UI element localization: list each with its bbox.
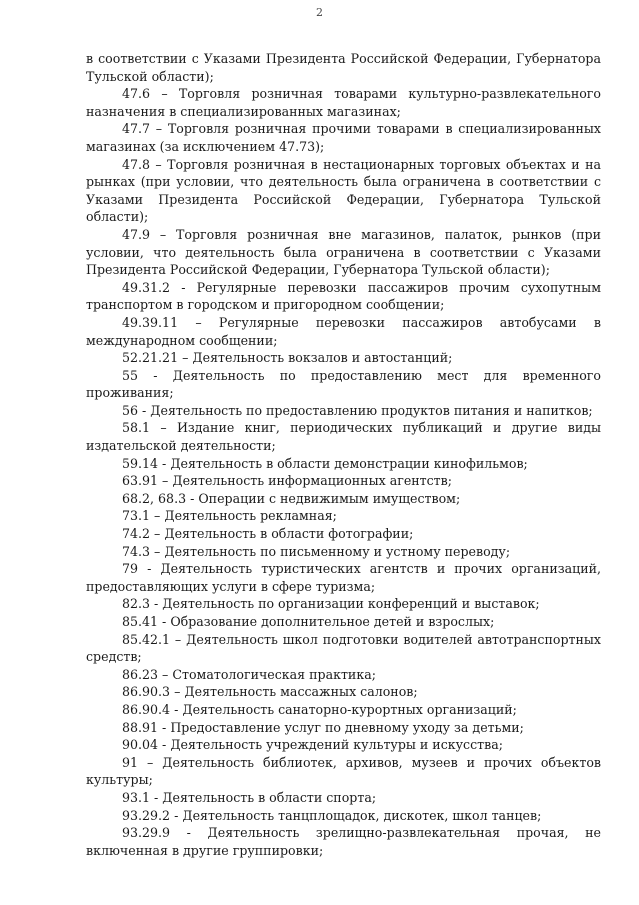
- paragraph: 79 - Деятельность туристических агентств и прочих организаций, предоставляющих услуги в сфере туризма;: [86, 561, 601, 594]
- paragraph: 49.39.11 – Регулярные перевозки пассажиров автобусами в международном сообщении;: [86, 314, 601, 348]
- paragraph: 74.2 – Деятельность в области фотографии;: [122, 526, 414, 542]
- paragraph: 47.6 – Торговля розничная товарами культурно-развлекательного назначения в специализированных магазинах;: [86, 86, 601, 119]
- paragraph: 73.1 – Деятельность рекламная;: [122, 508, 337, 524]
- paragraph: 47.9 – Торговля розничная вне магазинов, палаток, рынков (при условии, что деятельность была ограничена в соответствии с Указами Президента Российской Федерации, Губернатора Тульской области);: [86, 226, 601, 278]
- paragraph: 68.2, 68.3 - Операции с недвижимым имуществом;: [122, 490, 461, 506]
- paragraph: 58.1 – Издание книг, периодических публикаций и другие виды издательской деятельности;: [86, 420, 601, 454]
- paragraph: 91 – Деятельность библиотек, архивов, музеев и прочих объектов культуры;: [86, 754, 601, 788]
- paragraph: 93.29.2 - Деятельность танцплощадок, дискотек, школ танцев;: [122, 807, 542, 823]
- paragraph: 56 - Деятельность по предоставлению продуктов питания и напитков;: [122, 402, 593, 418]
- paragraph: 90.04 - Деятельность учреждений культуры и искусства;: [122, 737, 503, 753]
- paragraph: 63.91 – Деятельность информационных агентств;: [122, 473, 452, 489]
- paragraph: в соответствии с Указами Президента Российской Федерации, Губернатора Тульской области);: [86, 51, 601, 84]
- paragraph: 82.3 - Деятельность по организации конференций и выставок;: [122, 596, 540, 612]
- paragraph: 59.14 - Деятельность в области демонстрации кинофильмов;: [122, 455, 528, 471]
- paragraph: 86.90.4 - Деятельность санаторно-курортных организаций;: [122, 701, 517, 717]
- paragraph: 86.23 – Стоматологическая практика;: [122, 666, 376, 682]
- paragraph: 85.41 - Образование дополнительное детей и взрослых;: [122, 614, 495, 629]
- paragraph: 55 - Деятельность по предоставлению мест для временного проживания;: [86, 367, 601, 401]
- paragraph: 88.91 - Предоставление услуг по дневному уходу за детьми;: [122, 719, 524, 735]
- paragraph: 47.7 – Торговля розничная прочими товарами в специализированных магазинах (за исключением 47.73);: [86, 121, 601, 154]
- paragraph: 52.21.21 – Деятельность вокзалов и автостанций;: [122, 350, 453, 366]
- page-number: 2: [316, 6, 323, 19]
- paragraph: 74.3 – Деятельность по письменному и устному переводу;: [122, 543, 511, 559]
- paragraph: 49.31.2 - Регулярные перевозки пассажиров прочим сухопутным транспортом в городском и пригородном сообщении;: [86, 279, 601, 313]
- paragraph: 93.29.9 - Деятельность зрелищно-развлекательная прочая, не включенная в другие группировки;: [86, 825, 601, 858]
- document-body: [86, 50, 601, 859]
- paragraph: 86.90.3 – Деятельность массажных салонов;: [122, 684, 418, 700]
- paragraph: 85.42.1 – Деятельность школ подготовки водителей автотранспортных средств;: [86, 631, 601, 665]
- paragraph: 93.1 - Деятельность в области спорта;: [122, 789, 377, 805]
- paragraph: 47.8 – Торговля розничная в нестационарных торговых объектах и на рынках (при условии, что деятельность была ограничена в соответствии с Указами Президента Российской Федерации, Губернатора Тульской области);: [86, 156, 601, 225]
